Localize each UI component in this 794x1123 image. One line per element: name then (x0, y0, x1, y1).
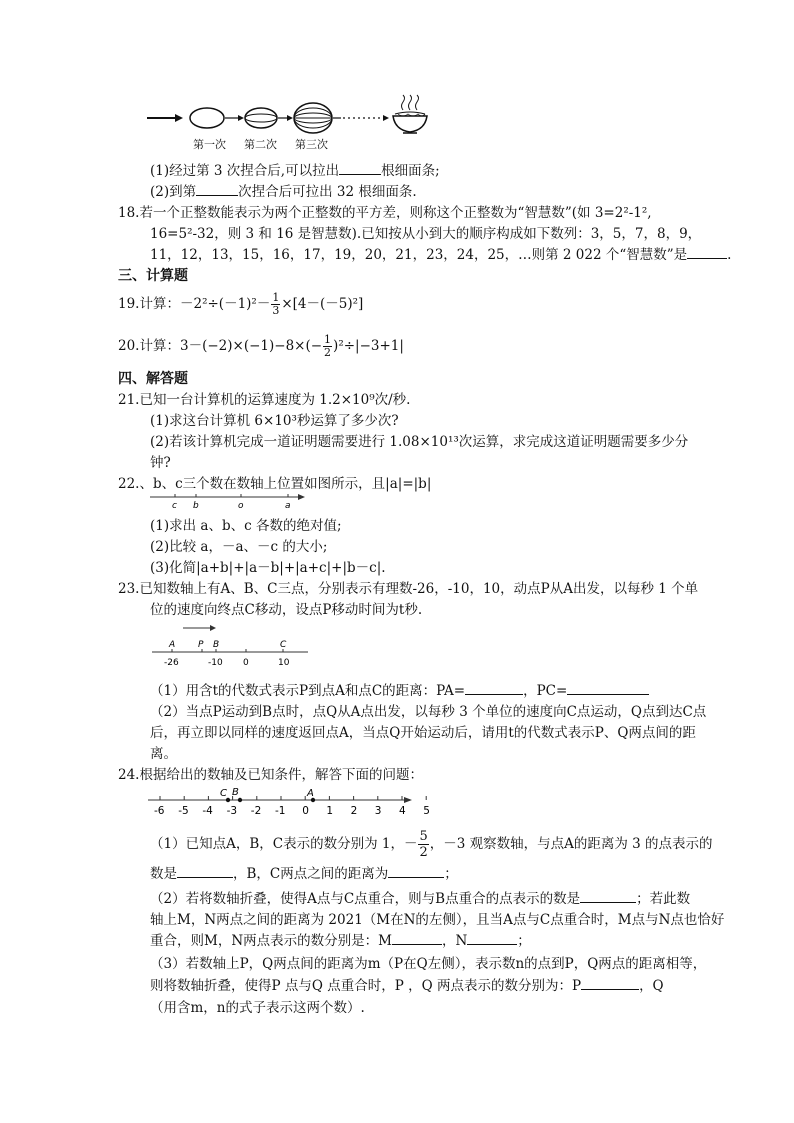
answer-blank[interactable] (687, 245, 727, 259)
tick-label: 1 (326, 805, 334, 817)
q23-sub1: （1）用含t的代数式表示P到点A和点C的距离：PA= ，PC= (150, 679, 649, 699)
tick-label: -26 (164, 658, 179, 668)
tick-label: -3 (226, 805, 238, 817)
answer-blank[interactable] (196, 182, 238, 196)
q24-sub1-line2: 数是 ，B，C两点之间的距离为 ； (150, 866, 458, 882)
noodle-label-3: 第三次 (295, 138, 328, 151)
section-title-answer: 四、解答题 (118, 371, 188, 387)
q23-line1: 23.已知数轴上有A、B、C三点，分别表示有理数-26，-10，10，动点P从A出发，以每秒 1 个单 (118, 581, 699, 597)
point-label-A: A (169, 640, 176, 650)
section-title-calculation: 三、计算题 (118, 268, 188, 284)
point-label-C: C (220, 788, 227, 799)
tick-label: -10 (208, 658, 223, 668)
q24-line1: 24.根据给出的数轴及已知条件，解答下面的问题： (118, 767, 423, 783)
tick-label: 0 (302, 805, 309, 817)
answer-blank[interactable] (581, 976, 639, 990)
point-label-C: C (280, 640, 287, 650)
q22-sub2: (2)比较 a，－a、－c 的大小; (150, 539, 328, 555)
answer-blank[interactable] (388, 864, 444, 878)
axis-label-c: c (172, 501, 177, 511)
tick-label: 5 (423, 805, 430, 817)
q18-line1: 18.若一个正整数能表示为两个正整数的平方差，则称这个正整数为“智慧数”(如 3=2²-1², (118, 205, 652, 221)
fraction: $\frac{1}{2}$ (324, 333, 332, 359)
q20: 20.计算：3－(−2)×(−1)−8×(− $\frac{1}{2}$ )²÷|−3+1| (118, 333, 404, 359)
tick-label: -6 (154, 805, 165, 817)
fraction: $\frac{5}{2}$ (419, 829, 428, 860)
tick-label: -1 (275, 805, 286, 817)
point-label-B: B (213, 640, 220, 650)
tick-label: 4 (399, 805, 406, 817)
q24-sub2-line3: 重合，则M，N两点表示的数分别是：M ，N ； (150, 933, 531, 949)
q18-line3: 11，12，13，15，16，17，19，20，21，23，24，25，…则第 2 022 个“智慧数”是 . (150, 247, 732, 263)
q22-sub3: (3)化简|a+b|+|a－b|+|a+c|+|b－c|. (150, 560, 386, 576)
q17-sub2: (2)到第 次捏合后可拉出 32 根细面条. (150, 184, 417, 200)
answer-blank[interactable] (177, 864, 233, 878)
q24-number-line (148, 785, 430, 819)
noodle-folding-figure (145, 96, 435, 152)
q24-sub1-line1: （1）已知点A，B，C表示的数分别为 1，－ $\frac{5}{2}$ ，－3 观察数轴，与点A的距离为 3 的点表示的 (150, 829, 713, 860)
answer-blank[interactable] (580, 889, 636, 903)
q23-sub2a: （2）当点P运动到B点时，点Q从A点出发，以每秒 3 个单位的速度向C点运动，Q点到达C点 (150, 704, 707, 720)
tick-label: 2 (350, 805, 358, 817)
point-label-P: P (198, 640, 204, 650)
q22-line1: 22.、b、c三个数在数轴上位置如图所示，且|a|=|b| (118, 476, 432, 492)
tick-label: -2 (250, 805, 262, 817)
q24-sub3-line1: （3）若数轴上P，Q两点间的距离为m（P在Q左侧），表示数n的点到P，Q两点的距离相等， (150, 956, 707, 972)
answer-blank[interactable] (339, 161, 381, 175)
q24-sub2-line1: （2）若将数轴折叠，使得A点与C点重合，则与B点重合的点表示的数是 ；若此数 (150, 891, 691, 907)
tick-label: -4 (202, 805, 213, 817)
q22-number-line (148, 490, 308, 512)
q17-sub1: (1)经过第 3 次捏合后,可以拉出 根细面条; (150, 163, 440, 179)
point-label-B: B (232, 787, 239, 798)
q23-line2: 位的速度向终点C移动，设点P移动时间为t秒. (150, 602, 423, 618)
answer-blank[interactable] (567, 681, 649, 695)
tick-label: -5 (178, 805, 189, 817)
axis-label-o: o (238, 501, 244, 511)
q21-sub1: (1)求这台计算机 6×10³秒运算了多少次? (150, 413, 399, 429)
q24-sub2-line2: 轴上M，N两点之间的距离为 2021（M在N的左侧），且当A点与C点重合时，M点与N点也恰好 (150, 912, 725, 928)
fraction: $\frac{1}{3}$ (272, 291, 280, 317)
axis-label-b: b (193, 501, 199, 511)
q23-sub2b: 后，再立即以同样的速度返回点A，当点Q开始运动后，请用t的代数式表示P、Q两点间的距 (150, 725, 696, 741)
q21-sub2b: 钟? (150, 455, 171, 471)
point-label-A: A (307, 788, 314, 799)
q18-line2: 16=5²-32，则 3 和 16 是智慧数).已知按从小到大的顺序构成如下数列：3，5，7，8，9， (150, 226, 702, 242)
tick-label: 3 (374, 805, 382, 817)
answer-blank[interactable] (465, 681, 523, 695)
q22-sub1: (1)求出 a、b、c 各数的绝对值; (150, 518, 342, 534)
q21-sub2a: (2)若该计算机完成一道证明题需要进行 1.08×10¹³次运算，求完成这道证明题需要多少分 (150, 434, 689, 450)
q23-sub2c: 离。 (150, 746, 177, 762)
answer-blank[interactable] (467, 931, 517, 945)
tick-label: 10 (278, 658, 290, 668)
q19: 19.计算：－2²÷(－1)²－ $\frac{1}{3}$ ×[4－(－5)²] (118, 291, 364, 317)
q23-number-line (150, 622, 310, 670)
axis-label-a: a (285, 501, 291, 511)
q21-line1: 21.已知一台计算机的运算速度为 1.2×10⁹次/秒. (118, 392, 411, 408)
noodle-label-2: 第二次 (244, 138, 277, 151)
q24-sub3-line3: （用含m，n的式子表示这两个数）. (150, 1000, 365, 1016)
q24-sub3-line2: 则将数轴折叠，使得P 点与Q 点重合时，P ，Q 两点表示的数分别为：P ，Q (150, 978, 664, 994)
answer-blank[interactable] (392, 931, 442, 945)
noodle-label-1: 第一次 (193, 138, 226, 151)
tick-label: 0 (243, 658, 249, 668)
